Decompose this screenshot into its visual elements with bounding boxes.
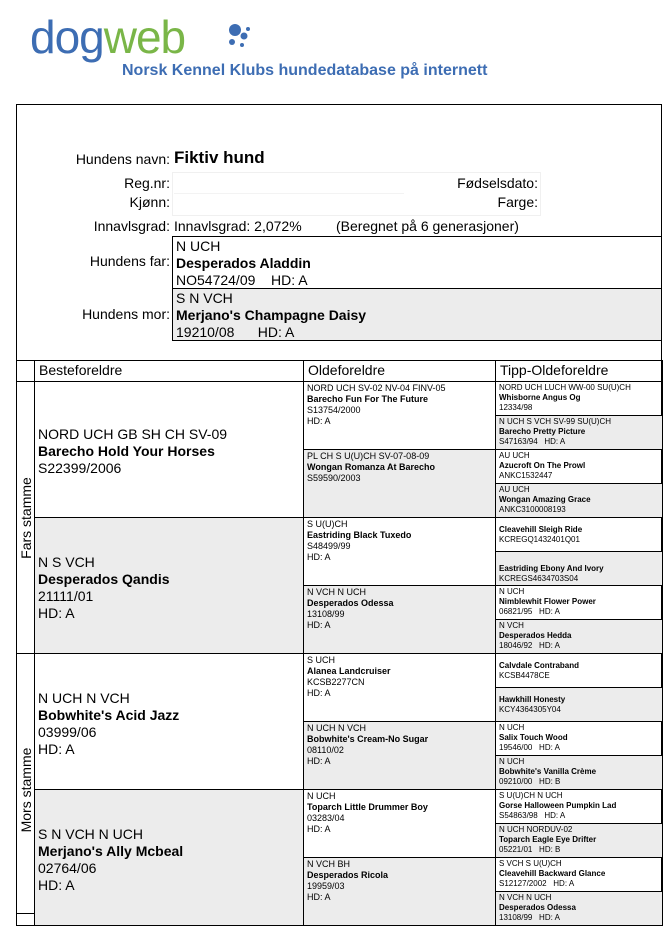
gg-grandparent-cell[interactable]: Calvdale Contraband KCSB4478CE — [496, 654, 663, 688]
gg-grandparent-cell[interactable]: N UCH S VCH SV-99 SU(U)CH Barecho Pretty Picture S47163/94 HD: A — [496, 416, 663, 450]
great-grandparent-cell[interactable]: N VCH N UCH Desperados Odessa 13108/99 HD: A — [304, 586, 496, 654]
gg-grandparent-cell[interactable]: Cleavehill Sleigh Ride KCREGQ1432401Q01 — [496, 518, 663, 552]
great-grandparent-cell[interactable]: S UCH Alanea Landcruiser KCSB2277CN HD: A — [304, 654, 496, 722]
color-label: Farge: — [497, 194, 538, 210]
reg-label: Reg.nr: — [124, 175, 170, 191]
logo-dog-text: dog — [30, 11, 104, 63]
gg-grandparent-cell[interactable]: N UCH NORDUV-02 Toparch Eagle Eye Drifter 05221/01 HD: B — [496, 824, 663, 858]
gg-grandparent-cell[interactable]: NORD UCH LUCH WW-00 SU(U)CH Whisborne Angus Og 12334/98 — [496, 382, 663, 416]
great-grandparent-cell[interactable]: N VCH BH Desperados Ricola 19959/03 HD: A — [304, 858, 496, 926]
gg-grandparent-cell[interactable]: N VCH N UCH Desperados Odessa 13108/99 HD: A — [496, 892, 663, 926]
inbreeding-value: Innavlsgrad: 2,072% — [174, 218, 302, 234]
dogweb-logo[interactable] — [30, 11, 186, 63]
gg-grandparent-cell[interactable]: AU UCH Wongan Amazing Grace ANKC3100008193 — [496, 484, 663, 518]
header-great-grandparents: Oldeforeldre — [304, 361, 496, 382]
reg-info-box — [172, 172, 541, 216]
gg-grandparent-cell[interactable]: N UCH Bobwhite's Vanilla Crème 09210/00 HD: B — [496, 756, 663, 790]
gg-grandparent-cell[interactable]: AU UCH Azucroft On The Prowl ANKC1532447 — [496, 450, 663, 484]
gg-grandparent-cell[interactable]: Hawkhill Honesty KCY4364305Y04 — [496, 688, 663, 722]
birth-label: Fødselsdato: — [457, 175, 538, 191]
grandparent-cell[interactable]: NORD UCH GB SH CH SV-09 Barecho Hold Your Horses S22399/2006 — [35, 382, 304, 518]
fathers-side-label: Fars stamme — [17, 382, 35, 654]
gg-grandparent-cell[interactable]: N UCH Nimblewhit Flower Power 06821/95 HD: A — [496, 586, 663, 620]
grandparent-cell[interactable]: N S VCH Desperados Qandis 21111/01 HD: A — [35, 518, 304, 654]
grandparent-cell[interactable]: N UCH N VCH Bobwhite's Acid Jazz 03999/06 HD: A — [35, 654, 304, 790]
father-name[interactable]: Desperados Aladdin — [176, 255, 311, 271]
father-cell[interactable] — [172, 236, 662, 289]
mother-label: Hundens mor: — [82, 306, 170, 322]
father-label: Hundens far: — [89, 253, 170, 269]
dog-name: Fiktiv hund — [174, 148, 265, 167]
mother-reg: 19210/08 — [176, 324, 235, 340]
header-blank — [17, 361, 35, 382]
mother-hd: HD: A — [257, 324, 295, 340]
great-grandparent-cell[interactable]: N UCH N VCH Bobwhite's Cream-No Sugar 08110/02 HD: A — [304, 722, 496, 790]
gg-grandparent-cell[interactable]: N VCH Desperados Hedda 18046/92 HD: A — [496, 620, 663, 654]
logo-web-text: web — [103, 11, 186, 63]
great-grandparent-cell[interactable]: NORD UCH SV-02 NV-04 FINV-05 Barecho Fun For The Future S13754/2000 HD: A — [304, 382, 496, 450]
gg-grandparent-cell[interactable]: S VCH S U(U)CH Cleavehill Backward Glance S12127/2002 HD: A — [496, 858, 663, 892]
pedigree-table — [16, 360, 663, 926]
header-grandparents: Besteforeldre — [35, 361, 304, 382]
gg-grandparent-cell[interactable]: N UCH Salix Touch Wood 19546/00 HD: A — [496, 722, 663, 756]
site-subtitle: Norsk Kennel Klubs hundedatabase på internett — [122, 62, 488, 79]
header-great-great-grandparents: Tipp-Oldeforeldre — [496, 361, 663, 382]
mothers-side-label: Mors stamme — [17, 654, 35, 926]
great-grandparent-cell[interactable]: PL CH S U(U)CH SV-07-08-09 Wongan Romanza At Barecho S59590/2003 — [304, 450, 496, 518]
sex-label: Kjønn: — [129, 194, 170, 210]
mother-titles: S N VCH — [176, 290, 233, 306]
logo-dots-icon — [224, 22, 254, 50]
father-reg: NO54724/09 — [176, 272, 256, 288]
father-hd: HD: A — [270, 272, 308, 288]
name-label: Hundens navn: — [75, 151, 170, 167]
mother-cell[interactable] — [172, 288, 662, 341]
great-grandparent-cell[interactable]: S U(U)CH Eastriding Black Tuxedo S48499/99 HD: A — [304, 518, 496, 586]
gg-grandparent-cell[interactable]: S U(U)CH N UCH Gorse Halloween Pumpkin Lad S54863/98 HD: A — [496, 790, 663, 824]
inbreeding-note: (Beregnet på 6 generasjoner) — [336, 218, 519, 234]
great-grandparent-cell[interactable]: N UCH Toparch Little Drummer Boy 03283/04 HD: A — [304, 790, 496, 858]
father-titles: N UCH — [176, 238, 221, 254]
inbreeding-label: Innavlsgrad: — [93, 218, 170, 234]
mother-name[interactable]: Merjano's Champagne Daisy — [176, 307, 367, 323]
grandparent-cell[interactable]: S N VCH N UCH Merjano's Ally Mcbeal 02764/06 HD: A — [35, 790, 304, 926]
gg-grandparent-cell[interactable]: Eastriding Ebony And Ivory KCREGS4634703S04 — [496, 552, 663, 586]
